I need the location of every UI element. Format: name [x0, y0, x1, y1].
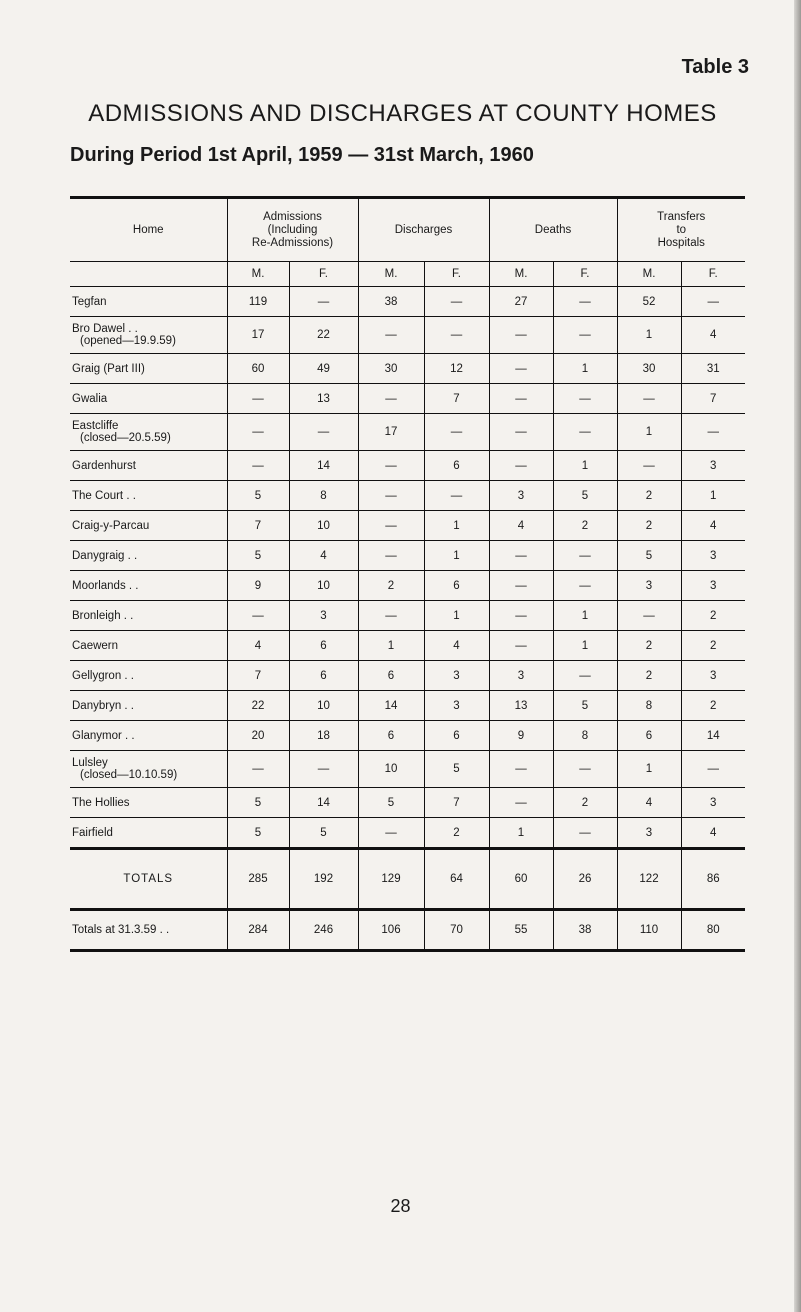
value-cell: 8: [289, 481, 358, 511]
table-row: [70, 661, 745, 691]
home-name-cell: [70, 601, 227, 631]
home-note: (opened—19.9.59): [80, 335, 176, 347]
value-cell: 4: [681, 511, 745, 541]
value-cell: —: [489, 317, 553, 354]
value-cell: 52: [617, 287, 681, 317]
value-cell: —: [358, 317, 424, 354]
table-row: [70, 511, 745, 541]
value-cell: —: [553, 751, 617, 788]
home-name-cell: [70, 571, 227, 601]
previous-totals-row: [70, 910, 745, 951]
value-cell: 30: [617, 354, 681, 384]
value-cell: 7: [424, 384, 489, 414]
table-row: [70, 317, 745, 354]
table-row: [70, 414, 745, 451]
male-subheader: M.: [227, 262, 289, 287]
value-cell: 3: [489, 481, 553, 511]
table-row: [70, 751, 745, 788]
admissions-column-header: Admissions (Including Re-Admissions): [227, 199, 358, 262]
value-cell: —: [489, 751, 553, 788]
value-cell: 3: [681, 541, 745, 571]
home-name: The Hollies: [72, 796, 130, 809]
value-cell: 1: [489, 818, 553, 849]
value-cell: —: [227, 451, 289, 481]
home-name-cell: [70, 661, 227, 691]
totals-cell: 60: [489, 849, 553, 910]
value-cell: 1: [553, 451, 617, 481]
page-edge-shadow: [794, 0, 801, 1312]
discharges-column-header: Discharges: [358, 199, 489, 262]
value-cell: 5: [424, 751, 489, 788]
value-cell: 7: [681, 384, 745, 414]
home-name: Gwalia: [72, 392, 108, 405]
home-name: Bro Dawel . .: [72, 323, 138, 335]
value-cell: 3: [289, 601, 358, 631]
value-cell: —: [289, 414, 358, 451]
previous-totals-cell: 106: [358, 910, 424, 951]
value-cell: 1: [424, 511, 489, 541]
home-name-cell: [70, 287, 227, 317]
value-cell: —: [617, 601, 681, 631]
value-cell: —: [617, 384, 681, 414]
value-cell: 3: [681, 451, 745, 481]
value-cell: —: [553, 541, 617, 571]
value-cell: 1: [424, 541, 489, 571]
value-cell: 4: [681, 317, 745, 354]
value-cell: —: [489, 788, 553, 818]
value-cell: —: [358, 818, 424, 849]
value-cell: 1: [617, 414, 681, 451]
home-name: Moorlands . .: [72, 579, 139, 592]
value-cell: —: [489, 631, 553, 661]
value-cell: 4: [681, 818, 745, 849]
home-name: Bronleigh . .: [72, 609, 134, 622]
value-cell: —: [358, 541, 424, 571]
table-row: [70, 541, 745, 571]
totals-cell: 64: [424, 849, 489, 910]
value-cell: 8: [617, 691, 681, 721]
value-cell: —: [358, 481, 424, 511]
previous-totals-cell: 38: [553, 910, 617, 951]
home-name: Craig-y-Parcau: [72, 519, 150, 532]
value-cell: 5: [553, 481, 617, 511]
table-row: [70, 631, 745, 661]
home-name-cell: [70, 691, 227, 721]
value-cell: 2: [617, 661, 681, 691]
value-cell: 5: [227, 818, 289, 849]
value-cell: —: [358, 601, 424, 631]
value-cell: —: [424, 414, 489, 451]
value-cell: 10: [289, 511, 358, 541]
table-header-row: [70, 199, 745, 262]
totals-cell: 192: [289, 849, 358, 910]
home-name-cell: [70, 384, 227, 414]
value-cell: 6: [617, 721, 681, 751]
value-cell: 2: [553, 788, 617, 818]
previous-totals-label: Totals at 31.3.59 . .: [70, 910, 227, 951]
totals-cell: 86: [681, 849, 745, 910]
value-cell: 3: [617, 571, 681, 601]
value-cell: —: [553, 571, 617, 601]
value-cell: —: [227, 414, 289, 451]
value-cell: 31: [681, 354, 745, 384]
value-cell: —: [227, 601, 289, 631]
value-cell: —: [489, 414, 553, 451]
value-cell: 27: [489, 287, 553, 317]
home-name-cell: [70, 751, 227, 788]
value-cell: 1: [617, 751, 681, 788]
table-row: [70, 571, 745, 601]
value-cell: 17: [358, 414, 424, 451]
value-cell: —: [489, 601, 553, 631]
table-row: [70, 451, 745, 481]
table-label: Table 3: [681, 56, 749, 78]
value-cell: 38: [358, 287, 424, 317]
value-cell: 12: [424, 354, 489, 384]
value-cell: 2: [553, 511, 617, 541]
home-name: The Court . .: [72, 489, 136, 502]
value-cell: 2: [681, 631, 745, 661]
sex-subheader-row: [70, 262, 745, 287]
home-name-cell: [70, 511, 227, 541]
home-name-cell: [70, 788, 227, 818]
value-cell: 5: [617, 541, 681, 571]
value-cell: —: [289, 751, 358, 788]
value-cell: 6: [358, 661, 424, 691]
value-cell: 5: [289, 818, 358, 849]
home-name-cell: [70, 414, 227, 451]
value-cell: 60: [227, 354, 289, 384]
male-subheader: M.: [358, 262, 424, 287]
value-cell: 3: [681, 788, 745, 818]
value-cell: —: [553, 661, 617, 691]
female-subheader: F.: [681, 262, 745, 287]
table-body: [70, 287, 745, 849]
value-cell: —: [681, 414, 745, 451]
value-cell: 13: [489, 691, 553, 721]
table-row: [70, 788, 745, 818]
home-name: Glanymor . .: [72, 729, 135, 742]
male-subheader: M.: [489, 262, 553, 287]
previous-totals-cell: 246: [289, 910, 358, 951]
male-subheader: M.: [617, 262, 681, 287]
home-name: Danybryn . .: [72, 699, 134, 712]
previous-totals-cell: 80: [681, 910, 745, 951]
home-name: Fairfield: [72, 826, 113, 839]
value-cell: 7: [227, 661, 289, 691]
value-cell: —: [553, 414, 617, 451]
value-cell: 6: [424, 571, 489, 601]
totals-cell: 129: [358, 849, 424, 910]
value-cell: —: [489, 354, 553, 384]
value-cell: 2: [617, 631, 681, 661]
female-subheader: F.: [289, 262, 358, 287]
transfers-column-header: Transfers to Hospitals: [617, 199, 745, 262]
home-name: Graig (Part III): [72, 362, 145, 375]
admissions-table: [70, 196, 745, 952]
value-cell: 14: [289, 451, 358, 481]
value-cell: —: [489, 541, 553, 571]
home-name-cell: [70, 631, 227, 661]
value-cell: —: [681, 751, 745, 788]
value-cell: 7: [227, 511, 289, 541]
home-name-cell: [70, 818, 227, 849]
value-cell: 4: [289, 541, 358, 571]
value-cell: 22: [289, 317, 358, 354]
value-cell: —: [681, 287, 745, 317]
table-row: [70, 601, 745, 631]
value-cell: —: [227, 384, 289, 414]
value-cell: 1: [424, 601, 489, 631]
value-cell: 4: [227, 631, 289, 661]
page-number: 28: [390, 1196, 411, 1216]
table-row: [70, 287, 745, 317]
home-note: (closed—20.5.59): [80, 432, 171, 444]
totals-label: TOTALS: [70, 849, 227, 910]
value-cell: 3: [424, 661, 489, 691]
value-cell: 20: [227, 721, 289, 751]
home-name: Lulsley: [72, 757, 108, 769]
value-cell: 3: [617, 818, 681, 849]
value-cell: 9: [489, 721, 553, 751]
value-cell: 4: [617, 788, 681, 818]
page-subtitle: During Period 1st April, 1959 — 31st March, 1960: [70, 144, 534, 166]
value-cell: —: [358, 511, 424, 541]
value-cell: 2: [424, 818, 489, 849]
value-cell: —: [424, 481, 489, 511]
totals-cell: 26: [553, 849, 617, 910]
home-name: Caewern: [72, 639, 119, 652]
value-cell: 10: [289, 691, 358, 721]
previous-totals-cell: 70: [424, 910, 489, 951]
value-cell: 6: [424, 721, 489, 751]
value-cell: 5: [358, 788, 424, 818]
value-cell: 5: [553, 691, 617, 721]
value-cell: 10: [358, 751, 424, 788]
value-cell: —: [553, 818, 617, 849]
value-cell: 6: [289, 631, 358, 661]
home-name-cell: [70, 354, 227, 384]
table-row: [70, 384, 745, 414]
home-name: Tegfan: [72, 295, 107, 308]
value-cell: —: [358, 384, 424, 414]
home-name: Danygraig . .: [72, 549, 138, 562]
value-cell: 14: [289, 788, 358, 818]
value-cell: 1: [553, 631, 617, 661]
value-cell: 1: [553, 601, 617, 631]
previous-totals-cell: 55: [489, 910, 553, 951]
home-name: Eastcliffe: [72, 420, 119, 432]
value-cell: 13: [289, 384, 358, 414]
value-cell: 1: [681, 481, 745, 511]
value-cell: 2: [617, 481, 681, 511]
value-cell: —: [289, 287, 358, 317]
value-cell: 1: [617, 317, 681, 354]
table-row: [70, 481, 745, 511]
value-cell: 1: [358, 631, 424, 661]
home-name-cell: [70, 317, 227, 354]
value-cell: —: [553, 384, 617, 414]
table-row: [70, 721, 745, 751]
value-cell: 7: [424, 788, 489, 818]
value-cell: 17: [227, 317, 289, 354]
value-cell: 5: [227, 541, 289, 571]
value-cell: 3: [681, 661, 745, 691]
home-note: (closed—10.10.59): [80, 769, 178, 781]
value-cell: 30: [358, 354, 424, 384]
value-cell: 2: [617, 511, 681, 541]
home-column-header: Home: [132, 223, 164, 236]
female-subheader: F.: [553, 262, 617, 287]
value-cell: 2: [681, 691, 745, 721]
home-name: Gellygron . .: [72, 669, 134, 682]
value-cell: 5: [227, 788, 289, 818]
value-cell: 6: [289, 661, 358, 691]
value-cell: 5: [227, 481, 289, 511]
previous-totals-cell: 284: [227, 910, 289, 951]
table-row: [70, 818, 745, 849]
value-cell: 6: [358, 721, 424, 751]
value-cell: 3: [489, 661, 553, 691]
home-name-cell: [70, 541, 227, 571]
value-cell: 22: [227, 691, 289, 721]
value-cell: 3: [424, 691, 489, 721]
table-row: [70, 691, 745, 721]
value-cell: —: [617, 451, 681, 481]
value-cell: —: [489, 571, 553, 601]
home-name-cell: [70, 451, 227, 481]
value-cell: 2: [681, 601, 745, 631]
value-cell: —: [424, 317, 489, 354]
previous-totals-cell: 110: [617, 910, 681, 951]
value-cell: —: [424, 287, 489, 317]
value-cell: 14: [681, 721, 745, 751]
value-cell: 3: [681, 571, 745, 601]
value-cell: —: [358, 451, 424, 481]
value-cell: 6: [424, 451, 489, 481]
home-name-cell: [70, 721, 227, 751]
female-subheader: F.: [424, 262, 489, 287]
value-cell: 14: [358, 691, 424, 721]
value-cell: —: [489, 451, 553, 481]
value-cell: 4: [489, 511, 553, 541]
deaths-column-header: Deaths: [489, 199, 617, 262]
value-cell: —: [489, 384, 553, 414]
value-cell: 4: [424, 631, 489, 661]
home-name: Gardenhurst: [72, 459, 136, 472]
table-row: [70, 354, 745, 384]
value-cell: 18: [289, 721, 358, 751]
value-cell: 119: [227, 287, 289, 317]
totals-cell: 285: [227, 849, 289, 910]
totals-cell: 122: [617, 849, 681, 910]
value-cell: —: [553, 287, 617, 317]
value-cell: —: [227, 751, 289, 788]
value-cell: 9: [227, 571, 289, 601]
value-cell: 49: [289, 354, 358, 384]
value-cell: —: [553, 317, 617, 354]
home-name-cell: [70, 481, 227, 511]
value-cell: 1: [553, 354, 617, 384]
page-title: ADMISSIONS AND DISCHARGES AT COUNTY HOMES: [88, 100, 717, 127]
totals-row: [70, 849, 745, 910]
value-cell: 10: [289, 571, 358, 601]
value-cell: 2: [358, 571, 424, 601]
value-cell: 8: [553, 721, 617, 751]
